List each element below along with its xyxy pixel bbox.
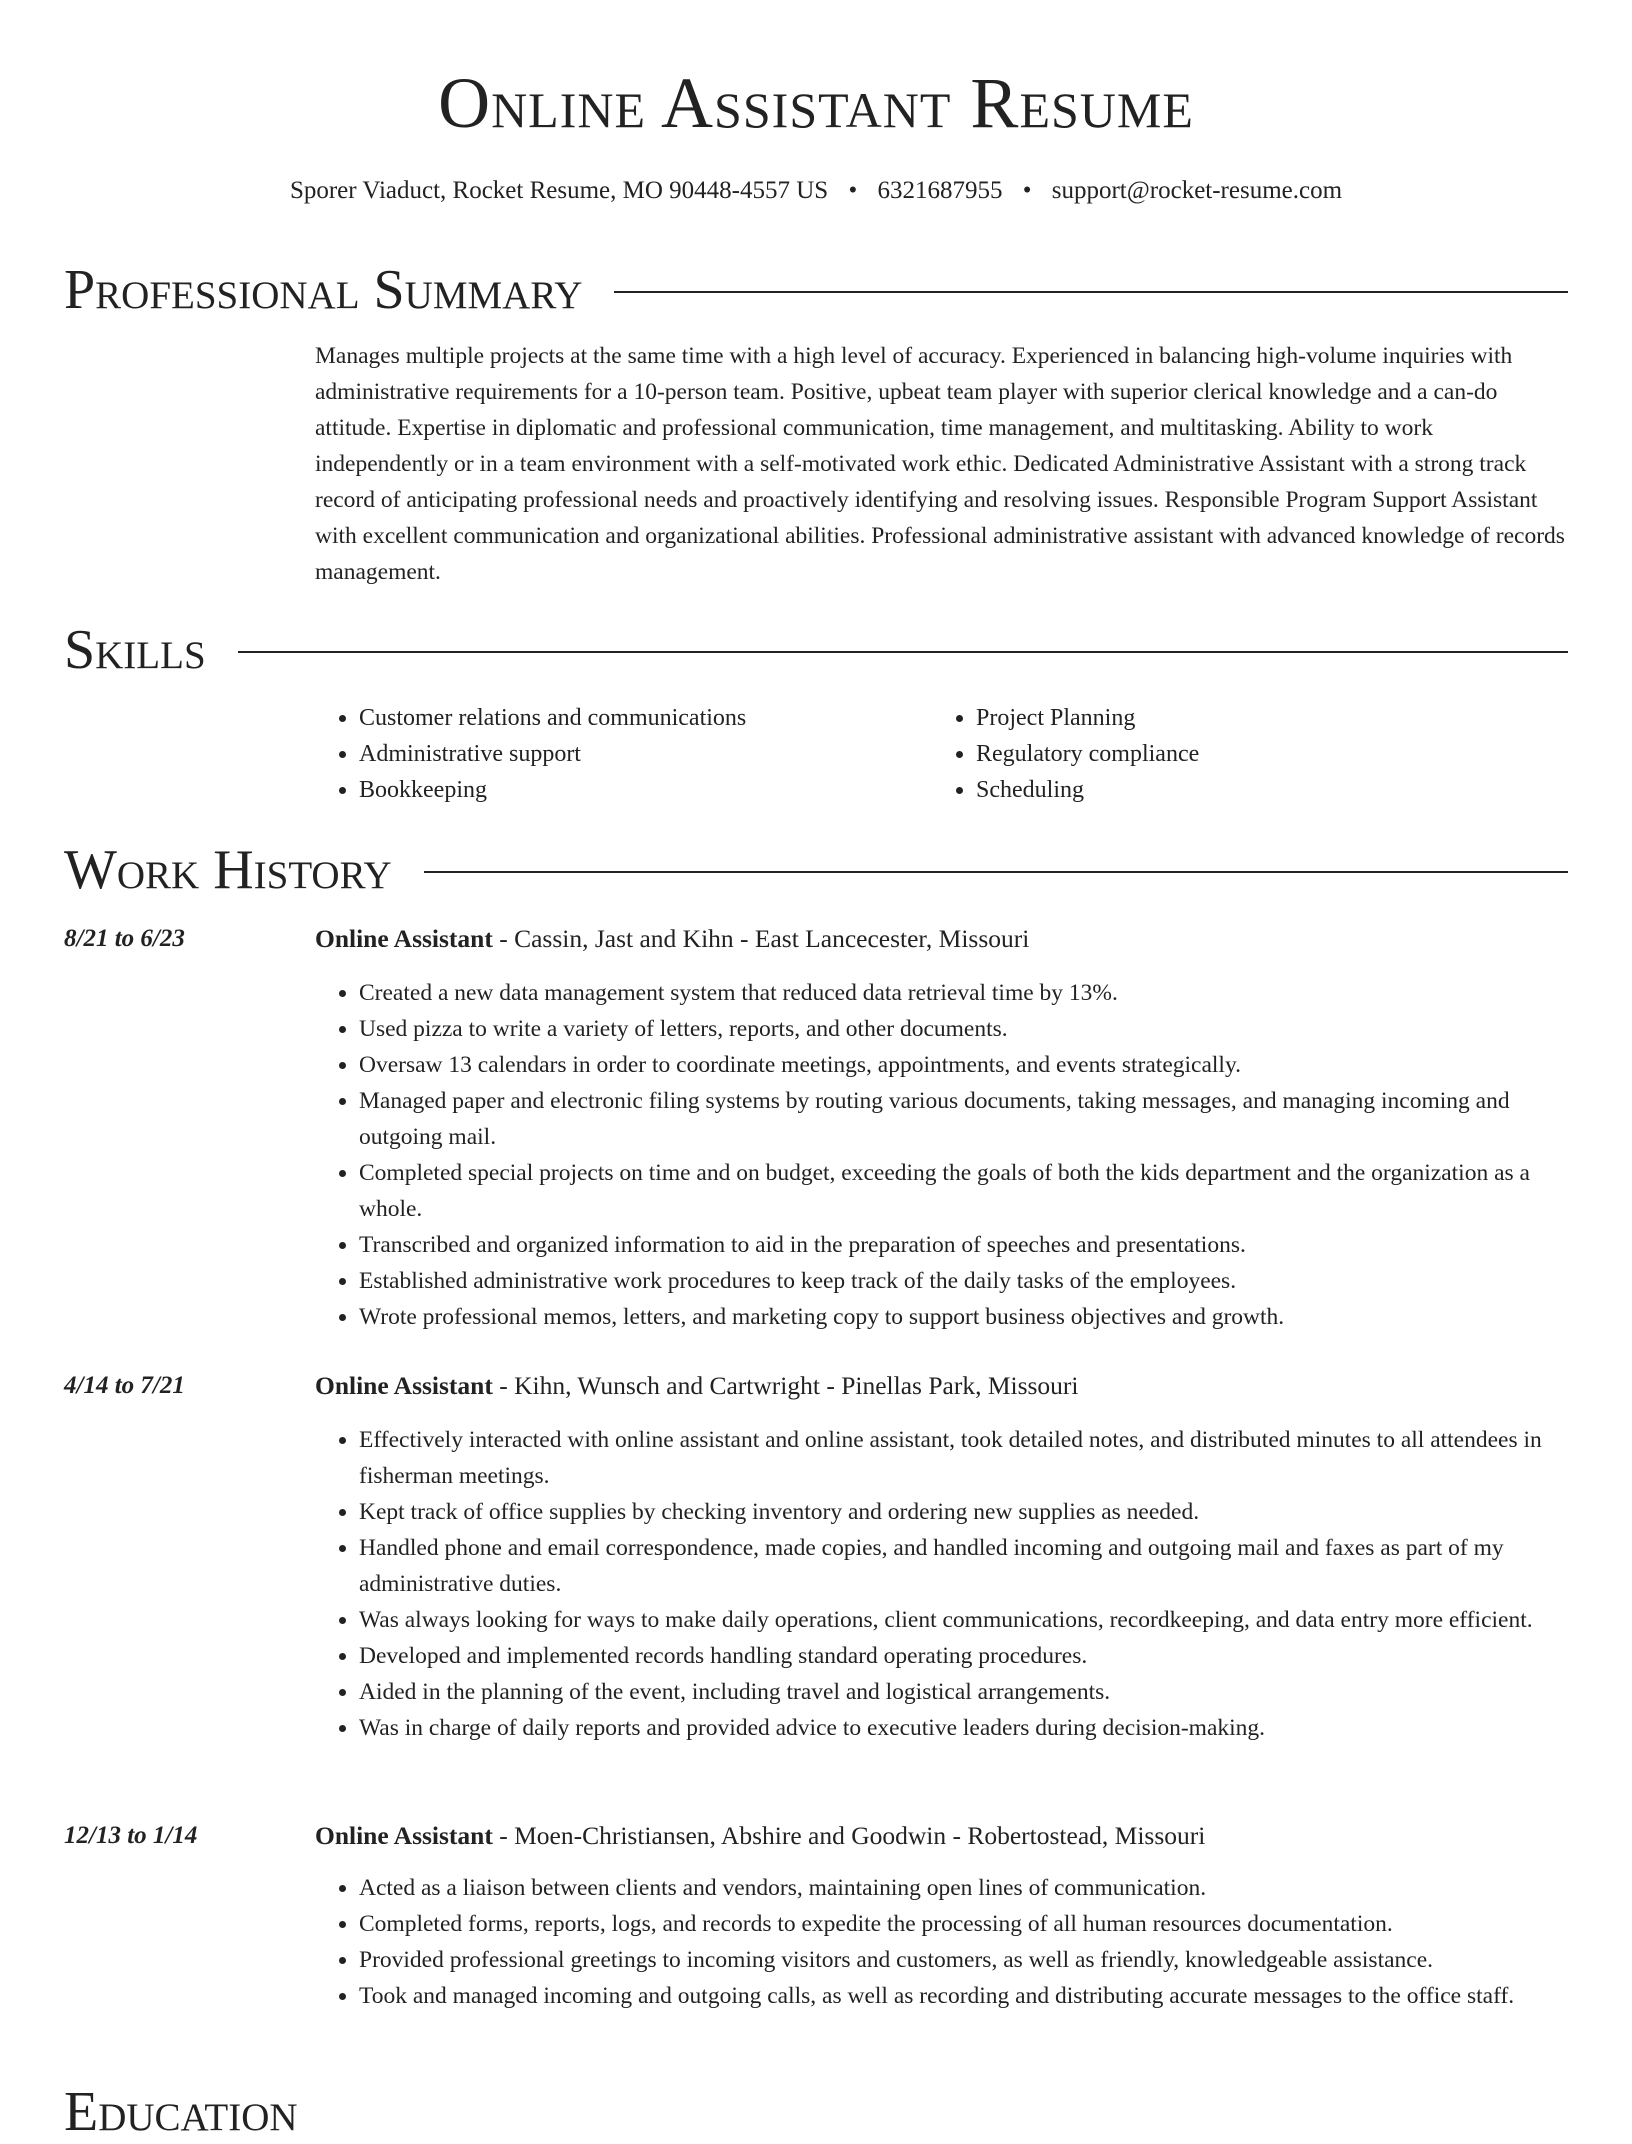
- job-role: Online Assistant: [315, 924, 493, 953]
- skill-item: • Bookkeeping: [359, 772, 932, 808]
- job-bullets: [315, 1422, 1575, 1746]
- contact-separator: •: [1022, 177, 1032, 204]
- job-bullet: • Completed special projects on time and on budget, exceeding the goals of both the kids department and the organization as a whole.: [359, 1155, 1575, 1227]
- section-title-work: Work History: [64, 839, 392, 901]
- skill-item: • Customer relations and communications: [359, 700, 932, 736]
- job-heading: [315, 1818, 1205, 1854]
- job-bullet: • Effectively interacted with online assistant and online assistant, took detailed notes, and distributed minutes to all attendees in fisherman meetings.: [359, 1422, 1575, 1494]
- section-header-skills: [64, 618, 1568, 682]
- job-bullet: • Was in charge of daily reports and provided advice to executive leaders during decision-making.: [359, 1710, 1575, 1746]
- section-divider: [614, 291, 1568, 293]
- summary-text: Manages multiple projects at the same time with a high level of accuracy. Experienced in balancing high-volume inquiries with administrative requirements for a 10-person team. Positive, upbeat team player with superior clerical knowledge and a can-do attitude. Expertise in diplomatic and professional communication, time management, and multitasking. Ability to work independently or in a team environment with a self-motivated work ethic. Dedicated Administrative Assistant with a strong track record of anticipating professional needs and proactively identifying and resolving issues. Responsible Program Support Assistant with excellent communication and organizational abilities. Professional administrative assistant with advanced knowledge of records management.: [315, 343, 1565, 585]
- job-bullet: • Took and managed incoming and outgoing calls, as well as recording and distributing accurate messages to the office staff.: [359, 1978, 1575, 2014]
- job-role: Online Assistant: [315, 1371, 493, 1400]
- job-role: Online Assistant: [315, 1821, 493, 1850]
- skill-item: • Scheduling: [976, 772, 1199, 808]
- section-title-summary: Professional Summary: [64, 259, 583, 321]
- contact-phone: 6321687955: [877, 177, 1003, 204]
- job-bullet: • Established administrative work procedures to keep track of the daily tasks of the employees.: [359, 1263, 1575, 1299]
- contact-line: [0, 174, 1632, 208]
- job-company: - Moen-Christiansen, Abshire and Goodwin - Robertostead, Missouri: [492, 1821, 1206, 1850]
- section-header-work: [64, 838, 1568, 902]
- contact-separator: •: [848, 177, 858, 204]
- job-bullet: • Oversaw 13 calendars in order to coordinate meetings, appointments, and events strategically.: [359, 1047, 1575, 1083]
- skill-item: • Regulatory compliance: [976, 736, 1199, 772]
- resume-title: Online Assistant Resume: [438, 63, 1194, 143]
- job-heading: [315, 1368, 1079, 1404]
- skill-item: • Project Planning: [976, 700, 1199, 736]
- job-company: - Kihn, Wunsch and Cartwright - Pinellas Park, Missouri: [492, 1371, 1079, 1400]
- section-divider: [238, 651, 1568, 653]
- job-bullet: • Completed forms, reports, logs, and records to expedite the processing of all human resources documentation.: [359, 1906, 1575, 1942]
- skill-item: • Administrative support: [359, 736, 932, 772]
- job-dates: 12/13 to 1/14: [64, 1822, 198, 1849]
- job-dates: 4/14 to 7/21: [64, 1372, 185, 1399]
- job-bullet: • Aided in the planning of the event, including travel and logistical arrangements.: [359, 1674, 1575, 1710]
- section-header-summary: [64, 258, 1568, 322]
- contact-email: support@rocket-resume.com: [1051, 177, 1343, 204]
- job-bullet: • Wrote professional memos, letters, and marketing copy to support business objectives and growth.: [359, 1299, 1575, 1335]
- skills-column-2: [932, 700, 1199, 808]
- skills-list: [315, 700, 1570, 808]
- section-title-education: Education: [64, 2081, 298, 2143]
- contact-address: Sporer Viaduct, Rocket Resume, MO 90448-4557 US: [289, 177, 829, 204]
- job-bullet: • Created a new data management system that reduced data retrieval time by 13%.: [359, 975, 1575, 1011]
- section-divider: [424, 871, 1568, 873]
- job-dates: 8/21 to 6/23: [64, 925, 185, 952]
- job-bullet: • Managed paper and electronic filing systems by routing various documents, taking messages, and managing incoming and outgoing mail.: [359, 1083, 1575, 1155]
- job-heading: [315, 921, 1029, 957]
- job-bullet: • Acted as a liaison between clients and vendors, maintaining open lines of communication.: [359, 1870, 1575, 1906]
- job-bullet: • Provided professional greetings to incoming visitors and customers, as well as friendly, knowledgeable assistance.: [359, 1942, 1575, 1978]
- job-bullet: • Transcribed and organized information to aid in the preparation of speeches and presentations.: [359, 1227, 1575, 1263]
- job-bullet: • Was always looking for ways to make daily operations, client communications, recordkeeping, and data entry more efficient.: [359, 1602, 1575, 1638]
- job-bullet: • Developed and implemented records handling standard operating procedures.: [359, 1638, 1575, 1674]
- job-company: - Cassin, Jast and Kihn - East Lancecester, Missouri: [492, 924, 1030, 953]
- job-bullet: • Used pizza to write a variety of letters, reports, and other documents.: [359, 1011, 1575, 1047]
- job-bullet: • Kept track of office supplies by checking inventory and ordering new supplies as needed.: [359, 1494, 1575, 1530]
- job-bullets: [315, 1870, 1575, 2014]
- section-header-education: [64, 2080, 1568, 2144]
- job-bullets: [315, 975, 1575, 1335]
- skills-column-1: [315, 700, 932, 808]
- job-bullet: • Handled phone and email correspondence, made copies, and handled incoming and outgoing mail and faxes as part of my administrative duties.: [359, 1530, 1575, 1602]
- section-title-skills: Skills: [64, 619, 206, 681]
